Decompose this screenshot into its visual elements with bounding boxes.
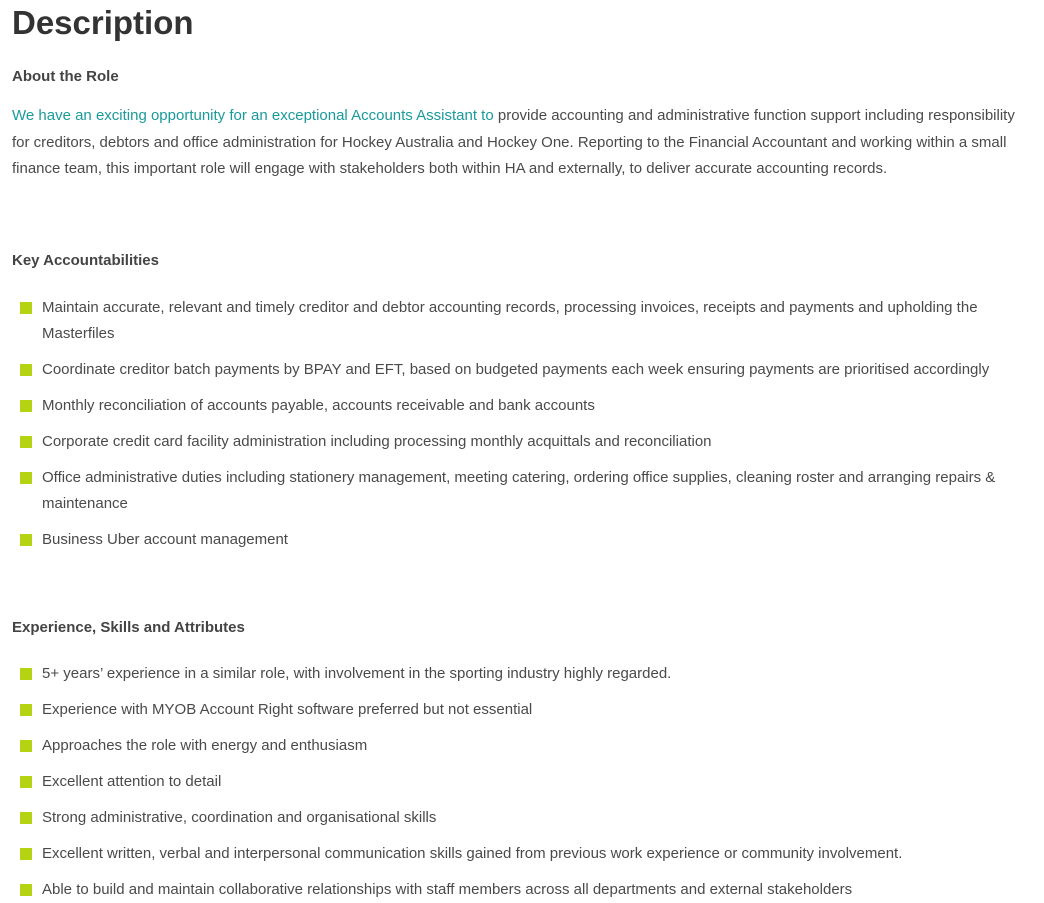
square-bullet-icon bbox=[20, 302, 32, 314]
square-bullet-icon bbox=[20, 668, 32, 680]
list-item bbox=[12, 295, 1032, 347]
square-bullet-icon bbox=[20, 740, 32, 752]
list-item bbox=[12, 697, 1032, 723]
list-item-text: Excellent attention to detail bbox=[42, 772, 222, 790]
intro-body-text: provide accounting and administrative function support including responsibility for creditors, debtors and office administration for Hockey Australia and Hockey One. Reporting to the Financial Accountant and working within a small finance team, this important role will engage with stakeholders both within HA and externally, to deliver accurate accounting records. bbox=[12, 107, 1015, 177]
list-item-text: Strong administrative, coordination and organisational skills bbox=[42, 808, 437, 826]
key-accountabilities-list bbox=[12, 295, 1032, 553]
list-item bbox=[12, 527, 1032, 553]
experience-skills-heading: Experience, Skills and Attributes bbox=[12, 618, 245, 636]
square-bullet-icon bbox=[20, 848, 32, 860]
square-bullet-icon bbox=[20, 884, 32, 896]
page-title: Description bbox=[12, 4, 194, 41]
square-bullet-icon bbox=[20, 436, 32, 448]
list-item bbox=[12, 661, 1032, 687]
list-item-text: Business Uber account management bbox=[42, 530, 288, 548]
list-item-text: Experience with MYOB Account Right software preferred but not essential bbox=[42, 700, 533, 718]
square-bullet-icon bbox=[20, 364, 32, 376]
square-bullet-icon bbox=[20, 812, 32, 824]
list-item-text: Able to build and maintain collaborative relationships with staff members across all departments and external stakeholders bbox=[42, 880, 853, 898]
list-item-text: Corporate credit card facility administration including processing monthly acquittals and reconciliation bbox=[42, 432, 712, 450]
about-role-paragraph bbox=[12, 103, 1032, 183]
list-item bbox=[12, 877, 1032, 903]
list-item bbox=[12, 429, 1032, 455]
list-item-text: Maintain accurate, relevant and timely creditor and debtor accounting records, processing invoices, receipts and payments and upholding the Masterfiles bbox=[42, 298, 978, 342]
list-item bbox=[12, 357, 1032, 383]
list-item-text: Excellent written, verbal and interpersonal communication skills gained from previous work experience or community involvement. bbox=[42, 844, 903, 862]
experience-skills-list bbox=[12, 661, 1032, 903]
square-bullet-icon bbox=[20, 704, 32, 716]
list-item bbox=[12, 805, 1032, 831]
list-item-text: 5+ years’ experience in a similar role, with involvement in the sporting industry highly regarded. bbox=[42, 664, 672, 682]
list-item bbox=[12, 393, 1032, 419]
key-accountabilities-heading: Key Accountabilities bbox=[12, 251, 159, 269]
list-item bbox=[12, 769, 1032, 795]
list-item bbox=[12, 733, 1032, 759]
list-item bbox=[12, 465, 1032, 517]
list-item-text: Coordinate creditor batch payments by BPAY and EFT, based on budgeted payments each week ensuring payments are prioritised accordingly bbox=[42, 360, 990, 378]
square-bullet-icon bbox=[20, 400, 32, 412]
list-item-text: Office administrative duties including stationery management, meeting catering, ordering office supplies, cleaning roster and arranging repairs & maintenance bbox=[42, 468, 996, 512]
list-item bbox=[12, 841, 1032, 867]
intro-highlight-text: We have an exciting opportunity for an exceptional Accounts Assistant to bbox=[12, 107, 494, 124]
about-role-heading: About the Role bbox=[12, 68, 119, 85]
square-bullet-icon bbox=[20, 776, 32, 788]
square-bullet-icon bbox=[20, 472, 32, 484]
list-item-text: Approaches the role with energy and enthusiasm bbox=[42, 736, 368, 754]
square-bullet-icon bbox=[20, 534, 32, 546]
list-item-text: Monthly reconciliation of accounts payable, accounts receivable and bank accounts bbox=[42, 396, 595, 414]
